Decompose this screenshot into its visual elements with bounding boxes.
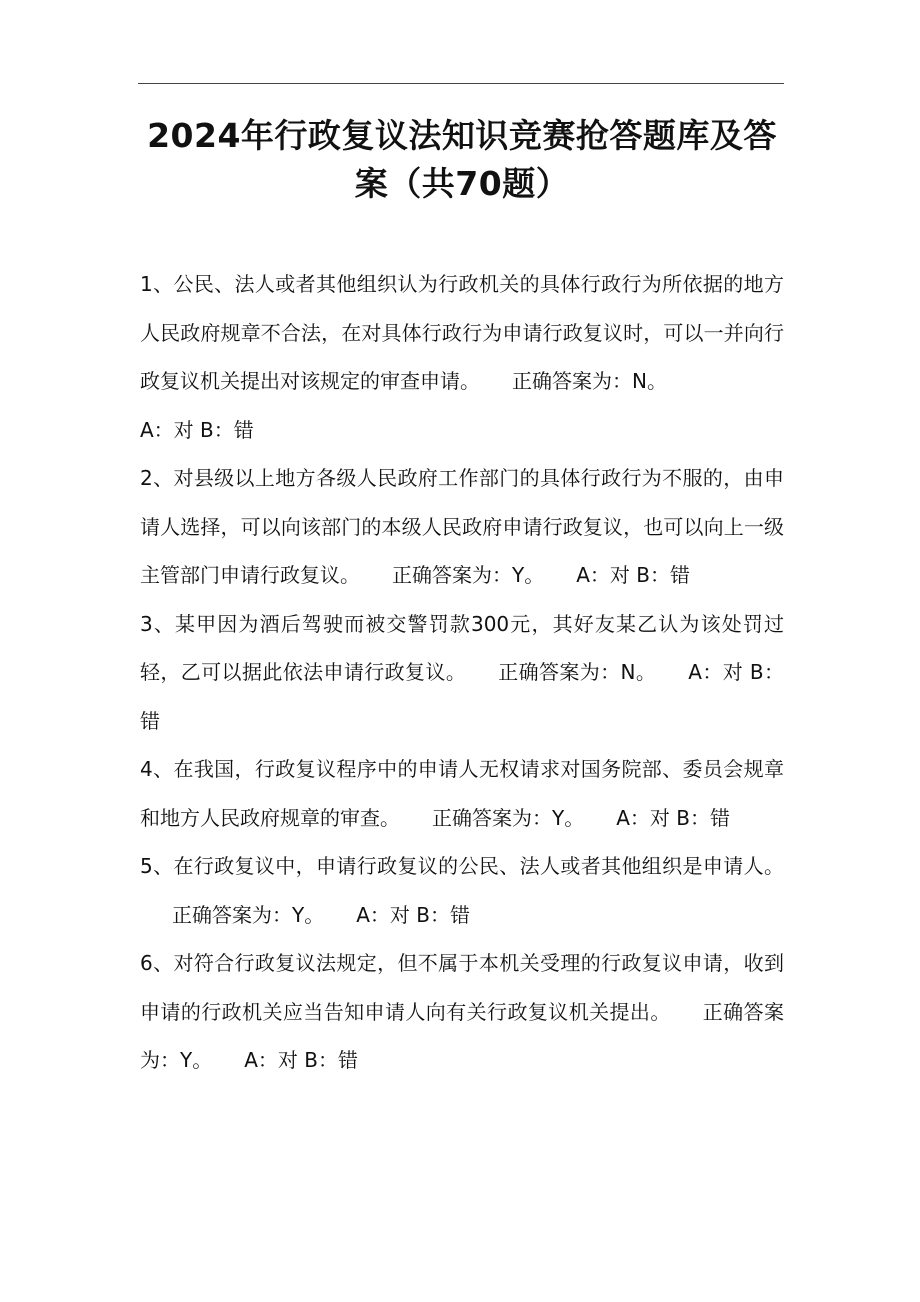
correct-answer: 正确答案为：Y。 <box>140 999 785 1072</box>
correct-answer: 正确答案为：N。 <box>512 369 667 393</box>
answer-options: A：对 B：错 <box>140 660 784 733</box>
answer-options: A：对 B：错 <box>616 805 730 830</box>
question-item <box>140 745 784 842</box>
question-item <box>140 600 784 746</box>
question-text: 5、在行政复议中，申请行政复议的公民、法人或者其他组织是申请人。 <box>140 854 784 878</box>
answer-options: A：对 B：错 <box>244 1048 358 1072</box>
question-text: 2、对县级以上地方各级人民政府工作部门的具体行政行为不服的，由申请人选择，可以向该部门的本级人民政府申请行政复议，也可以向上一级主管部门申请行政复议。 <box>140 466 784 587</box>
answer-options: A：对 B：错 <box>140 417 254 442</box>
answer-options: A：对 B：错 <box>576 563 690 587</box>
question-item <box>140 454 784 600</box>
question-item <box>140 842 784 939</box>
question-text: 3、某甲因为酒后驾驶而被交警罚款300元，其好友某乙认为该处罚过轻，乙可以据此依法申请行政复议。 <box>140 611 784 684</box>
question-list <box>140 260 784 1085</box>
correct-answer: 正确答案为：Y。 <box>172 902 325 927</box>
question-item <box>140 939 784 1085</box>
document-title: 2024年行政复议法知识竞赛抢答题库及答案（共70题） <box>147 116 777 203</box>
answer-options: A：对 B：错 <box>356 902 470 927</box>
header-rule <box>138 83 784 84</box>
correct-answer: 正确答案为：N。 <box>498 660 657 684</box>
correct-answer: 正确答案为：Y。 <box>432 805 585 830</box>
correct-answer: 正确答案为：Y。 <box>392 563 545 587</box>
question-text: 1、公民、法人或者其他组织认为行政机关的具体行政行为所依据的地方人民政府规章不合法，在对具体行政行为申请行政复议时，可以一并向行政复议机关提出对该规定的审查申请。 <box>140 272 784 393</box>
question-item <box>140 260 784 454</box>
question-text: 4、在我国，行政复议程序中的申请人无权请求对国务院部、委员会规章和地方人民政府规章的审查。 <box>140 757 784 830</box>
question-text: 6、对符合行政复议法规定，但不属于本机关受理的行政复议申请，收到申请的行政机关应当告知申请人向有关行政复议机关提出。 <box>140 951 784 1024</box>
